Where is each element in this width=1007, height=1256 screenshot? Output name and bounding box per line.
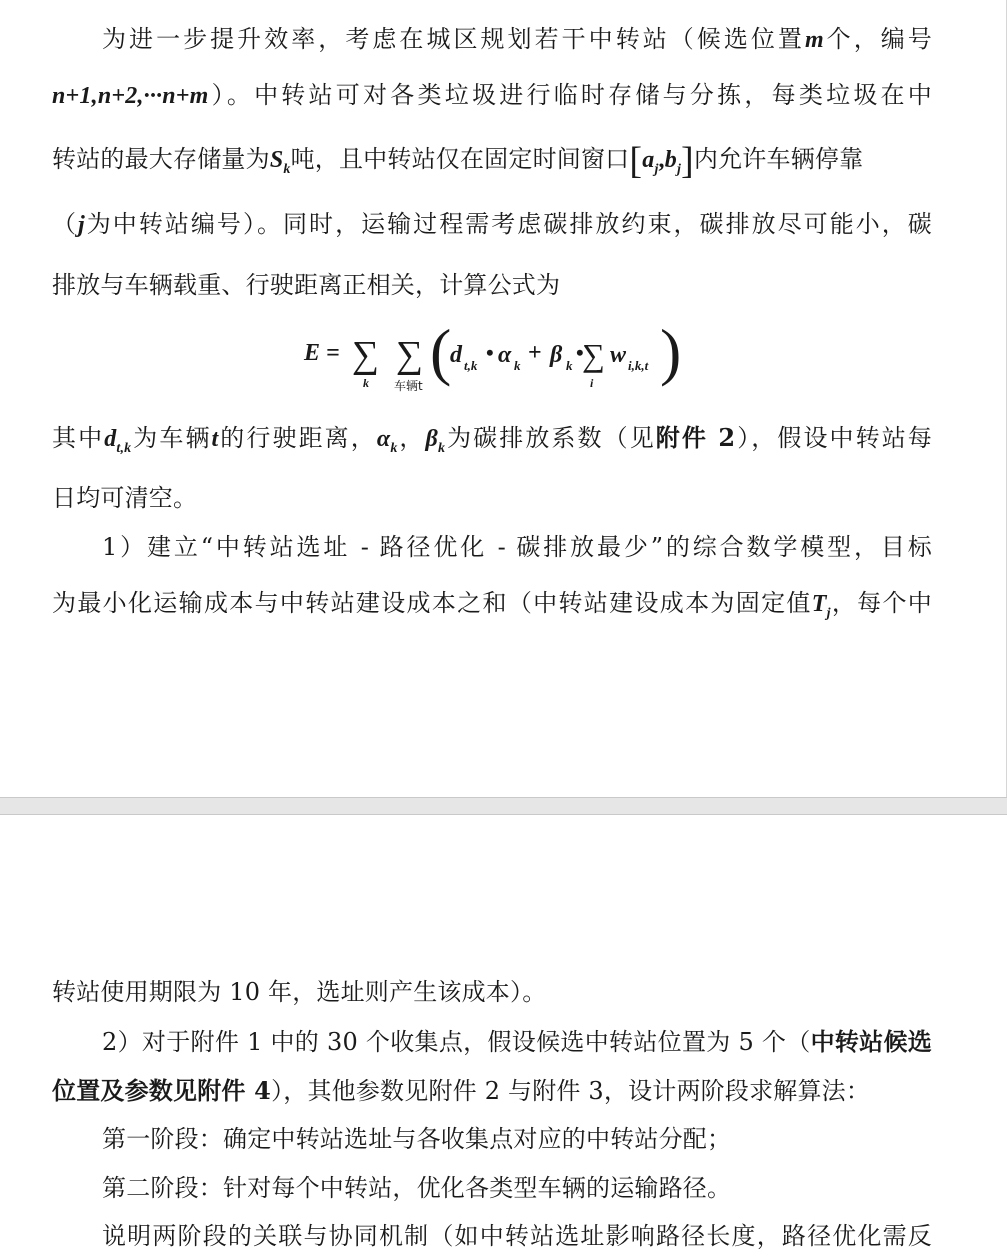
paragraph-line: n+1,n+2,···n+m）。中转站可对各类垃圾进行临时存储与分拣，每类垃圾在中 (52, 81, 932, 109)
attachment-ref: 附件 2 (655, 423, 736, 452)
paragraph-line: （j为中转站编号）。同时，运输过程需考虑碳排放约束，碳排放尽可能小，碳 (52, 210, 932, 238)
left-bracket: [ (629, 140, 643, 182)
sum-symbol: ∑ (352, 334, 380, 376)
sum-symbol: ∑ (396, 334, 424, 376)
right-bracket: ] (681, 140, 694, 182)
paragraph-line: 其中$d_{t,k}$为车辆t的行驶距离，$\alpha_k$，$\beta_k$为碳排放系数（见附件 2），假设中转站每 (52, 423, 933, 456)
open-paren: ( (430, 316, 452, 387)
paragraph-line: 说明两阶段的关联与协同机制（如中转站选址影响路径长度，路径优化需反 (102, 1222, 932, 1250)
paragraph-line: 排放与车辆载重、行驶距离正相关，计算公式为 (52, 271, 561, 299)
sum-symbol: ∑ (582, 337, 605, 373)
carbon-emission-formula: E = ∑ k ∑ 车辆t ( d t,k • α k + β k • ∑ i w i,k,t ) (304, 316, 682, 393)
paragraph-line: 第二阶段：针对每个中转站，优化各类型车辆的运输路径。 (102, 1174, 732, 1202)
close-paren: ) (660, 316, 682, 387)
paragraph-line: 日均可清空。 (52, 484, 198, 512)
attachment-ref: 中转站候选 (810, 1027, 933, 1056)
paragraph-line: 为最小化运输成本与中转站建设成本之和（中转站建设成本为固定值$T_j$，每个中 (52, 589, 932, 621)
math-var-S: S (269, 147, 284, 173)
paragraph-line: 位置及参数见附件 4），其他参数见附件 2 与附件 3，设计两阶段求解算法： (52, 1076, 871, 1105)
attachment-ref: 位置及参数见附件 4 (52, 1076, 272, 1105)
paragraph-line: 为进一步提升效率，考虑在城区规划若干中转站（候选位置m个，编号 (102, 25, 932, 53)
math-index-range: n+1,n+2,···n+m (52, 83, 209, 109)
paragraph-line: 第一阶段：确定中转站选址与各收集点对应的中转站分配； (102, 1125, 732, 1153)
paragraph-line: 转站的最大存储量为$S_k$吨，且中转站仅在固定时间窗口$[a_j,b_j]$内允许车辆停靠 (52, 140, 864, 182)
document-page-2 (0, 815, 1007, 1256)
math-var-j: j (78, 212, 85, 238)
paragraph-line: 转站使用期限为 10 年，选址则产生该成本）。 (52, 978, 547, 1006)
page-separator (0, 797, 1007, 815)
math-var-T: T (811, 591, 827, 617)
paragraph-line: 1）建立“中转站选址 - 路径优化 - 碳排放最少”的综合数学模型，目标 (102, 533, 932, 561)
math-var-m: m (804, 27, 824, 53)
paragraph-line: 2）对于附件 1 中的 30 个收集点，假设候选中转站位置为 5 个（中转站候选 (102, 1027, 933, 1056)
